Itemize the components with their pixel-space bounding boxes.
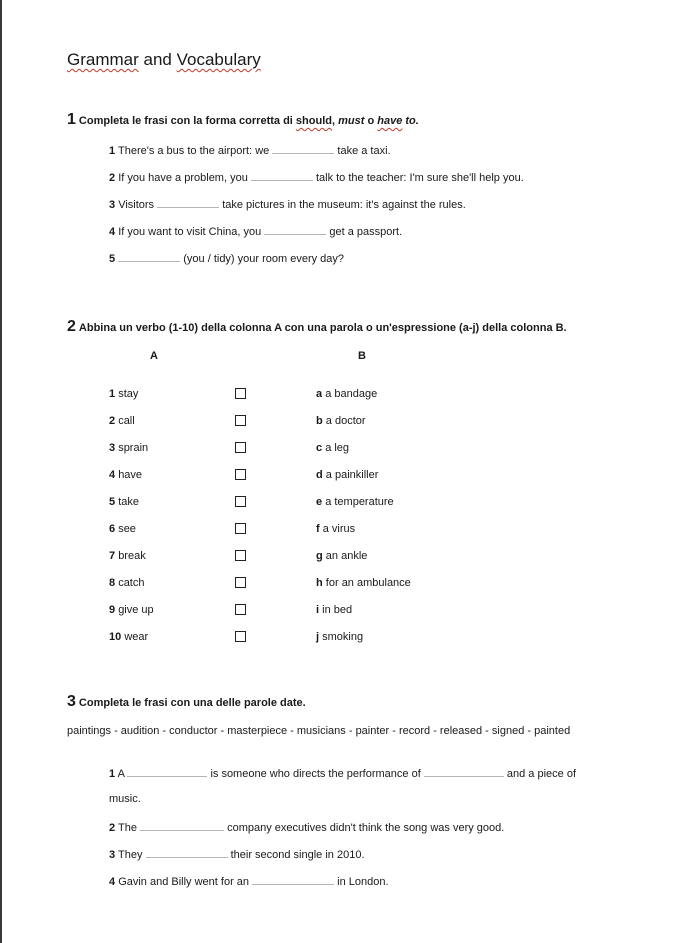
s3-item-4: [109, 874, 389, 888]
section-3-number: 3: [67, 693, 76, 710]
phrase-item: g an ankle: [316, 550, 368, 562]
section-2-number: 2: [67, 318, 76, 335]
item-text: company executives didn't think the song was very good.: [227, 822, 505, 834]
answer-blank[interactable]: [127, 766, 207, 777]
answer-blank[interactable]: [157, 197, 219, 208]
word-have: have: [377, 115, 403, 127]
checkbox[interactable]: [235, 496, 246, 507]
phrase-item: e a temperature: [316, 496, 394, 508]
checkbox[interactable]: [235, 577, 246, 588]
item-text: is someone who directs the performance of: [210, 768, 421, 780]
checkbox[interactable]: [235, 550, 246, 561]
verb-item: 3 sprain: [109, 442, 149, 454]
answer-blank[interactable]: [118, 251, 180, 262]
verb-item: 6 see: [109, 523, 136, 535]
s3-item-2: [109, 820, 504, 834]
s1-item-2: [109, 170, 524, 184]
s1-item-4: [109, 224, 402, 238]
checkbox[interactable]: [235, 388, 246, 399]
section-3-instruction: Completa le frasi con una delle parole date.: [78, 697, 306, 709]
s1-item-5: [109, 251, 344, 265]
section-2-heading: [67, 318, 567, 336]
s3-item-3: [109, 847, 365, 861]
item-text: and a piece of: [506, 768, 577, 780]
item-text: take a taxi.: [337, 145, 391, 157]
page-title: [67, 50, 261, 70]
checkbox[interactable]: [235, 523, 246, 534]
item-text: Visitors: [118, 199, 155, 211]
word-should: should: [295, 115, 332, 127]
answer-blank[interactable]: [424, 766, 504, 777]
phrase-item: c a leg: [316, 442, 350, 454]
answer-blank[interactable]: [264, 224, 326, 235]
word-bank: paintings - audition - conductor - masterpiece - musicians - painter - record - released - signed - painted: [67, 725, 571, 737]
separator: ,: [331, 115, 339, 127]
item-text: A: [117, 768, 125, 780]
item-number: 5: [109, 253, 116, 265]
phrase-item: f a virus: [316, 523, 356, 535]
item-text: If you have a problem, you: [118, 172, 248, 184]
s1-item-3: [109, 197, 466, 211]
word-to: to.: [402, 115, 419, 127]
item-text: If you want to visit China, you: [118, 226, 262, 238]
title-word-vocabulary: Vocabulary: [176, 50, 261, 69]
phrase-item: i in bed: [316, 604, 353, 616]
title-word-and: and: [143, 50, 172, 69]
item-text: The: [117, 822, 137, 834]
verb-item: 2 call: [109, 415, 135, 427]
word-must: must: [338, 115, 365, 127]
answer-blank[interactable]: [251, 170, 313, 181]
column-a-header: A: [150, 350, 158, 362]
answer-blank[interactable]: [272, 143, 334, 154]
item-text: get a passport.: [329, 226, 403, 238]
item-number: 4: [109, 876, 116, 888]
verb-item: 1 stay: [109, 388, 139, 400]
verb-item: 4 have: [109, 469, 143, 481]
phrase-item: h for an ambulance: [316, 577, 411, 589]
item-text: Gavin and Billy went for an: [118, 876, 250, 888]
item-text: in London.: [337, 876, 389, 888]
verb-item: 5 take: [109, 496, 139, 508]
item-number: 1: [109, 768, 116, 780]
answer-blank[interactable]: [146, 847, 228, 858]
item-text: talk to the teacher: I'm sure she'll help you.: [315, 172, 524, 184]
phrase-item: b a doctor: [316, 415, 366, 427]
item-number: 3: [109, 849, 116, 861]
item-text: There's a bus to the airport: we: [117, 145, 270, 157]
item-text: take pictures in the museum: it's against the rules.: [222, 199, 466, 211]
word-o: o: [364, 115, 378, 127]
verb-item: 10 wear: [109, 631, 149, 643]
page-edge: [0, 0, 2, 943]
phrase-item: d a painkiller: [316, 469, 379, 481]
s3-item-1-continuation: music.: [109, 793, 141, 805]
item-number: 4: [109, 226, 116, 238]
item-number: 2: [109, 172, 116, 184]
item-number: 1: [109, 145, 116, 157]
item-number: 2: [109, 822, 116, 834]
section-3-heading: [67, 693, 306, 711]
verb-item: 9 give up: [109, 604, 154, 616]
answer-blank[interactable]: [252, 874, 334, 885]
section-2-instruction: Abbina un verbo (1-10) della colonna A con una parola o un'espressione (a-j) della colonna B.: [78, 322, 567, 334]
section-1-instruction: Completa le frasi con la forma corretta di: [78, 115, 296, 127]
item-number: 3: [109, 199, 116, 211]
checkbox[interactable]: [235, 442, 246, 453]
section-1-number: 1: [67, 111, 76, 128]
item-text: They: [117, 849, 143, 861]
answer-blank[interactable]: [140, 820, 224, 831]
item-text: (you / tidy) your room every day?: [183, 253, 345, 265]
title-word-grammar: Grammar: [67, 50, 139, 69]
s1-item-1: [109, 143, 391, 157]
verb-item: 7 break: [109, 550, 146, 562]
checkbox[interactable]: [235, 469, 246, 480]
checkbox[interactable]: [235, 631, 246, 642]
section-1-heading: [67, 111, 419, 129]
phrase-item: j smoking: [316, 631, 364, 643]
verb-item: 8 catch: [109, 577, 145, 589]
phrase-item: a a bandage: [316, 388, 378, 400]
item-text: their second single in 2010.: [230, 849, 365, 861]
checkbox[interactable]: [235, 604, 246, 615]
checkbox[interactable]: [235, 415, 246, 426]
column-b-header: B: [358, 350, 366, 362]
s3-item-1: [109, 766, 576, 780]
